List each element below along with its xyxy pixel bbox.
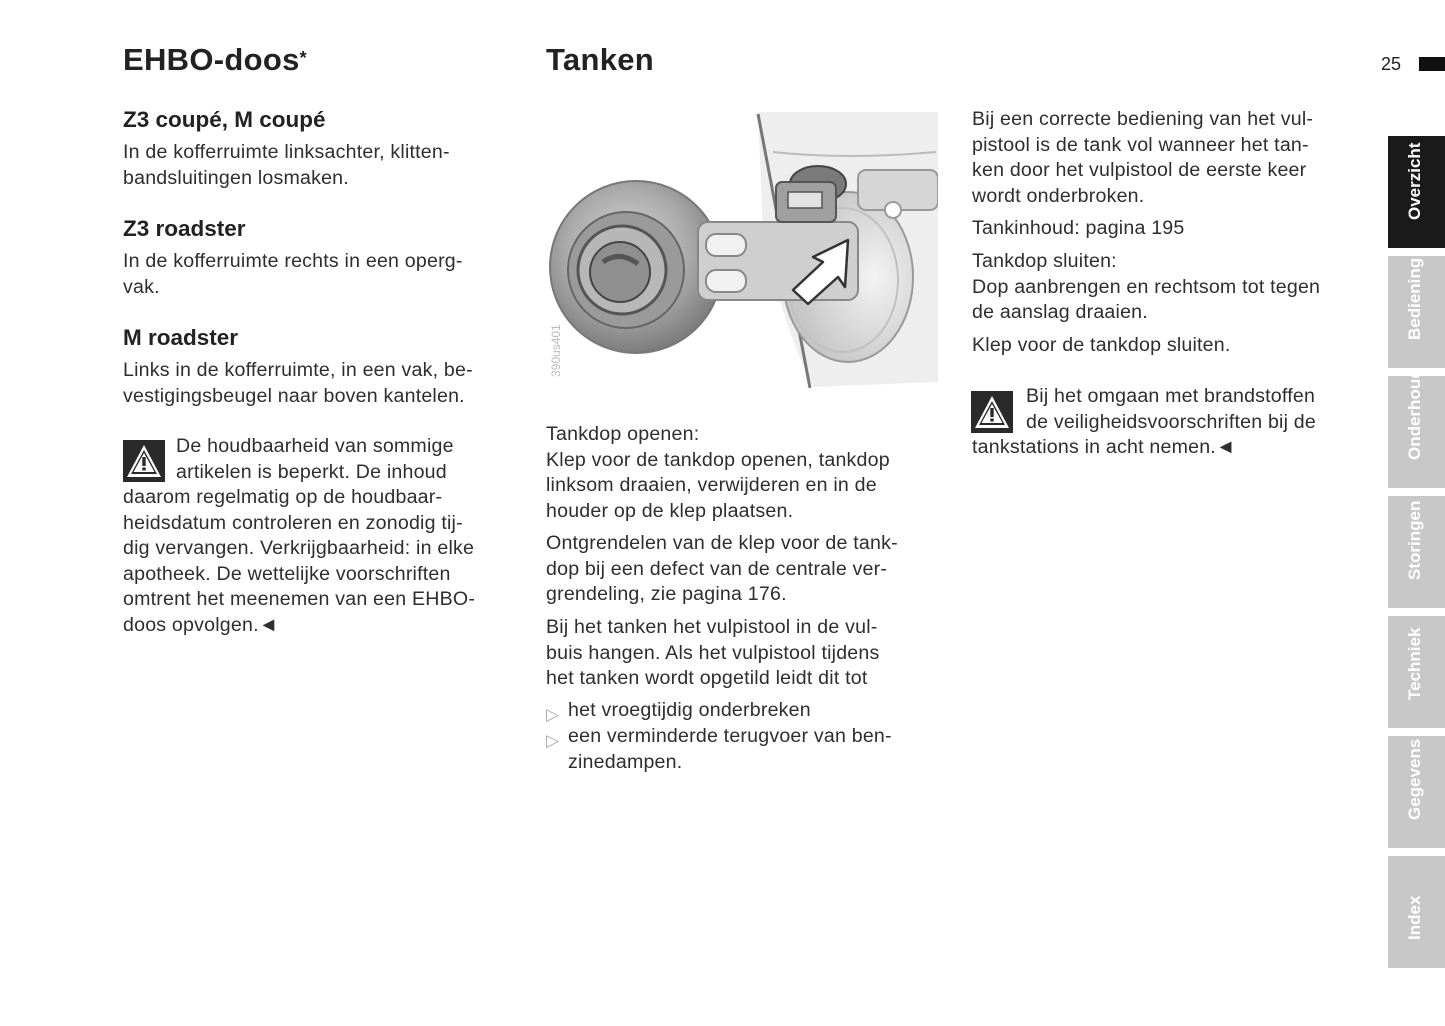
text-line: zinedampen. [568, 750, 683, 773]
warning-text [972, 384, 1316, 461]
tab-label: Overzicht [1405, 142, 1424, 220]
page-number: 25 [1381, 54, 1402, 74]
text-line: grendeling, zie pagina 176. [546, 583, 787, 605]
fuel-cap-drawing [548, 112, 938, 390]
warning-text [123, 434, 475, 638]
text-line: de veiligheidsvoorschriften bij de [1026, 410, 1316, 433]
bullet-triangle-icon: ▷ [546, 731, 560, 750]
text-line: Bij een correcte bediening van het vul- [972, 108, 1314, 130]
title-asterisk: * [299, 48, 307, 68]
text-line: linksom draaien, verwijderen en in de [546, 474, 877, 496]
right-paragraph [972, 249, 1320, 326]
right-paragraph [972, 216, 1185, 242]
text-line: Links in de kofferruimte, in een vak, be- [123, 359, 473, 381]
left-title [123, 42, 307, 78]
text-line: Ontgrendelen van de klep voor de tank- [546, 532, 898, 554]
text-line: de aanslag draaien. [972, 301, 1148, 323]
text-line: pistool is de tank vol wanneer het tan- [972, 133, 1309, 156]
middle-paragraph [546, 615, 880, 692]
text-line: houder op de klep plaatsen. [546, 499, 794, 522]
section-heading: Z3 roadster [123, 216, 246, 241]
text-line: Bij het omgaan met brandstoffen [1026, 385, 1316, 407]
middle-paragraph [546, 422, 890, 524]
text-line: een verminderde terugvoer van ben- [568, 725, 892, 747]
tab-bediening[interactable] [1388, 256, 1445, 368]
middle-title: Tanken [546, 42, 655, 77]
section-heading: Z3 coupé, M coupé [123, 107, 326, 132]
text-line: het vroegtijdig onderbreken [568, 699, 811, 721]
tab-label: Storingen [1405, 500, 1424, 580]
text-line: De houdbaarheid van sommige [176, 435, 454, 457]
tab-label: Onderhoud [1405, 368, 1424, 460]
text-line: apotheek. De wettelijke voorschriften [123, 562, 451, 585]
right-paragraph [972, 107, 1313, 209]
text-line: Klep voor de tankdop openen, tankdop [546, 448, 890, 471]
text-line: heidsdatum controleren en zonodig tij- [123, 511, 463, 534]
text-line: Tankinhoud: pagina 195 [972, 217, 1185, 239]
tab-gegevens[interactable] [1388, 736, 1445, 848]
text-line: daarom regelmatig op de houdbaar- [123, 486, 443, 508]
section-text [123, 249, 463, 300]
left-title-text: EHBO-doos [123, 42, 300, 77]
text-line: Bij het tanken het vulpistool in de vul- [546, 616, 878, 638]
page-marker [1419, 57, 1445, 71]
tab-index[interactable] [1388, 856, 1445, 968]
illustration-code: 390us401 [549, 324, 563, 377]
list-item [546, 724, 892, 775]
tab-label: Techniek [1405, 627, 1424, 700]
section-text [123, 140, 450, 191]
text-line: Dop aanbrengen en rechtsom tot tegen [972, 275, 1321, 298]
section-text [123, 358, 473, 409]
bullet-triangle-icon: ▷ [546, 705, 560, 724]
text-line: tankstations in acht nemen.◄ [972, 436, 1236, 458]
text-line: vestigingsbeugel naar boven kantelen. [123, 384, 465, 407]
text-line: doos opvolgen.◄ [123, 613, 279, 636]
tab-label: Gegevens [1405, 738, 1424, 820]
text-line: dig vervangen. Verkrijgbaarheid: in elke [123, 537, 475, 559]
text-line: dop bij een defect van de centrale ver- [546, 557, 888, 580]
tab-onderhoud[interactable] [1388, 368, 1445, 488]
text-line: artikelen is beperkt. De inhoud [176, 460, 447, 483]
fuel-cap-illustration [548, 112, 938, 390]
text-line: In de kofferruimte linksachter, klitten- [123, 141, 450, 163]
section-heading: M roadster [123, 325, 239, 350]
list-item [546, 698, 811, 724]
text-line: wordt onderbroken. [972, 184, 1145, 207]
text-line: vak. [123, 275, 160, 298]
text-line: het tanken wordt opgetild leidt dit tot [546, 667, 868, 689]
text-line: Tankdop openen: [546, 423, 700, 445]
tab-label: Index [1405, 895, 1424, 940]
tab-storingen[interactable] [1388, 496, 1445, 608]
text-line: Tankdop sluiten: [972, 250, 1117, 272]
right-paragraph [972, 333, 1231, 359]
tab-techniek[interactable] [1388, 616, 1445, 728]
text-line: omtrent het meenemen van een EHBO- [123, 588, 476, 610]
middle-paragraph [546, 531, 898, 608]
text-line: bandsluitingen losmaken. [123, 166, 349, 189]
text-line: buis hangen. Als het vulpistool tijdens [546, 641, 880, 664]
text-line: ken door het vulpistool de eerste keer [972, 159, 1307, 181]
text-line: Klep voor de tankdop sluiten. [972, 334, 1231, 356]
tab-label: Bediening [1405, 257, 1424, 340]
text-line: In de kofferruimte rechts in een operg- [123, 250, 463, 272]
tab-overzicht[interactable] [1388, 136, 1445, 248]
